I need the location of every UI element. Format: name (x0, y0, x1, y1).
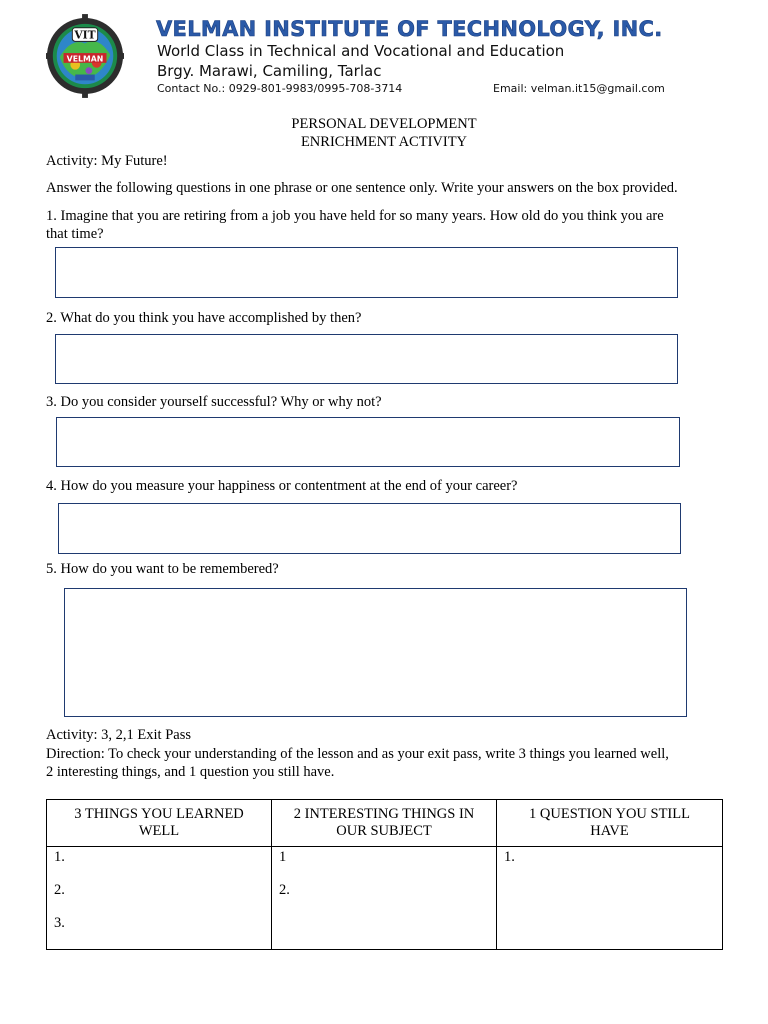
table-header-row (47, 800, 723, 847)
question-1-text: 1. Imagine that you are retiring from a job you have held for so many years. How old do you think you are (46, 208, 664, 224)
answer-box-1[interactable] (55, 247, 678, 298)
seal-band-text: VELMAN (66, 54, 104, 64)
list-item: 1. (504, 849, 515, 865)
header-line: OUR SUBJECT (336, 823, 432, 839)
interesting-cell[interactable] (272, 847, 497, 950)
exit-pass-direction: Direction: To check your understanding of the lesson and as your exit pass, write 3 things you learned well, (46, 746, 669, 762)
question-5-text: 5. How do you want to be remembered? (46, 561, 279, 577)
header-line: HAVE (590, 823, 629, 839)
document-subtitle: ENRICHMENT ACTIVITY (300, 134, 468, 150)
list-item: 3. (54, 915, 65, 931)
institute-name: VELMAN INSTITUTE OF TECHNOLOGY, INC. (156, 17, 663, 41)
document-title: PERSONAL DEVELOPMENT (291, 116, 477, 132)
list-item: 2. (279, 882, 290, 898)
seal-top-text: VIT (74, 28, 96, 42)
contact-number: Contact No.: 0929-801-9983/0995-708-3714 (157, 82, 403, 95)
answer-box-2[interactable] (55, 334, 678, 384)
question-cell[interactable] (497, 847, 723, 950)
list-item: 1. (54, 849, 65, 865)
activity-instructions: Answer the following questions in one phrase or one sentence only. Write your answers on the box provided. (46, 180, 678, 196)
header-line: 3 THINGS YOU LEARNED (74, 806, 244, 822)
list-item: 2. (54, 882, 65, 898)
institute-tagline: World Class in Technical and Vocational and Education (157, 42, 565, 60)
table-body-row (47, 847, 723, 950)
contact-email: Email: velman.it15@gmail.com (493, 82, 665, 95)
learned-cell[interactable] (47, 847, 272, 950)
column-header-learned (47, 800, 272, 847)
column-header-question (497, 800, 723, 847)
answer-box-4[interactable] (58, 503, 681, 554)
exit-pass-direction-continued: 2 interesting things, and 1 question you still have. (46, 764, 335, 780)
header-line: 2 INTERESTING THINGS IN (293, 806, 475, 822)
exit-pass-label: Activity: 3, 2,1 Exit Pass (46, 727, 191, 743)
question-1-text-continued: that time? (46, 226, 104, 242)
question-3-text: 3. Do you consider yourself successful? Why or why not? (46, 394, 382, 410)
answer-box-5[interactable] (64, 588, 687, 717)
exit-pass-table (46, 799, 723, 950)
header-line: WELL (138, 823, 180, 839)
list-item: 1 (279, 849, 287, 865)
question-4-text: 4. How do you measure your happiness or contentment at the end of your career? (46, 478, 518, 494)
activity-label: Activity: My Future! (46, 153, 168, 169)
column-header-interesting (272, 800, 497, 847)
header-line: 1 QUESTION YOU STILL (529, 806, 690, 822)
institute-seal-logo (46, 14, 124, 98)
question-2-text: 2. What do you think you have accomplished by then? (46, 310, 362, 326)
answer-box-3[interactable] (56, 417, 680, 467)
institute-address: Brgy. Marawi, Camiling, Tarlac (157, 62, 382, 80)
